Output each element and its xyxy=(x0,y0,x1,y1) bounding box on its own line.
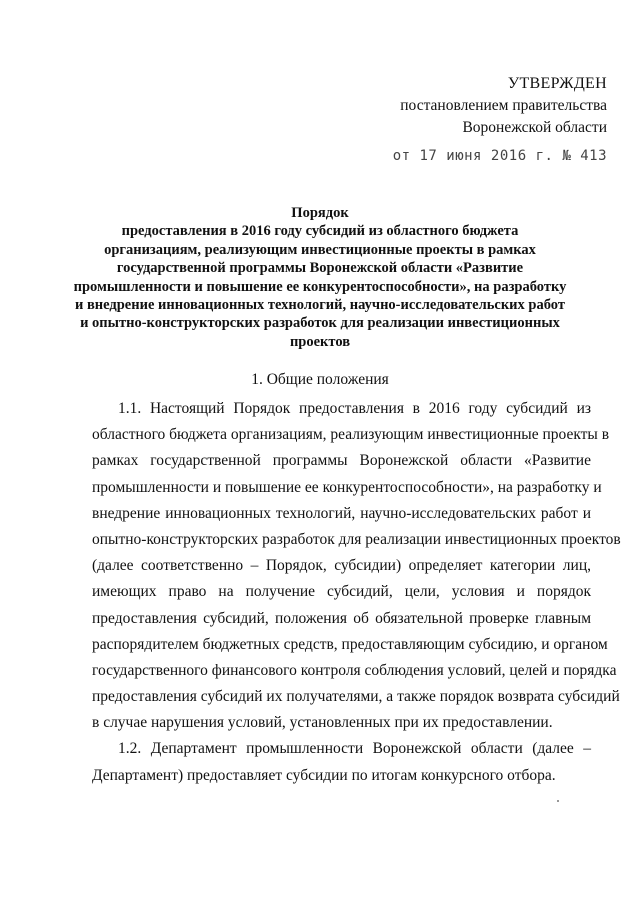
document-body xyxy=(92,396,621,789)
paragraph-1-1 xyxy=(92,396,621,736)
section-heading: 1. Общие положения xyxy=(251,371,389,388)
paragraph-1-2 xyxy=(92,736,591,788)
paragraph-line: имеющих право на получение субсидий, цели, условия и порядок xyxy=(92,583,591,601)
paragraph-line: рамках государственной программы Воронежской области «Развитие xyxy=(92,452,591,470)
paragraph-line: Департамент) предоставляет субсидии по итогам конкурсного отбора. xyxy=(92,766,556,784)
title-line: и опытно-конструкторских разработок для реализации инвестиционных xyxy=(80,315,560,332)
approval-region-line: Воронежской области xyxy=(462,119,607,136)
paragraph-line: 1.2. Департамент промышленности Воронежской области (далее – xyxy=(118,740,591,758)
approval-date-number: от 17 июня 2016 г. № 413 xyxy=(392,148,607,164)
paragraph-line: промышленности и повышение ее конкурентоспособности», на разработку и xyxy=(92,478,602,496)
document-title xyxy=(70,204,570,351)
approval-title: УТВЕРЖДЕН xyxy=(507,75,607,92)
approval-stamp xyxy=(393,73,607,167)
scan-speck xyxy=(557,800,559,802)
title-line: проектов xyxy=(289,333,351,350)
paragraph-line: внедрение инновационных технологий, научно-исследовательских работ и xyxy=(92,504,591,522)
paragraph-line: предоставления субсидий, положения об обязательной проверке главным xyxy=(92,609,591,627)
paragraph-line: предоставления субсидий их получателями, а также порядок возврата субсидий xyxy=(92,688,620,706)
paragraph-line: государственного финансового контроля соблюдения условий, целей и порядка xyxy=(92,661,617,679)
title-line: и внедрение инновационных технологий, научно-исследовательских работ xyxy=(75,297,565,314)
title-line: Порядок xyxy=(291,205,349,221)
paragraph-line: (далее соответственно – Порядок, субсидии) определяет категории лиц, xyxy=(92,557,591,575)
paragraph-line: распорядителем бюджетных средств, предоставляющим субсидию, и органом xyxy=(92,635,608,653)
title-line: промышленности и повышение ее конкурентоспособности», на разработку xyxy=(73,278,567,295)
title-line: предоставления в 2016 году субсидий из областного бюджета xyxy=(121,223,519,240)
paragraph-line: в случае нарушения условий, установленных при их предоставлении. xyxy=(92,714,553,732)
paragraph-line: областного бюджета организациям, реализующим инвестиционные проекты в xyxy=(92,426,610,444)
title-line: государственной программы Воронежской области «Развитие xyxy=(116,260,524,277)
title-line: организациям, реализующим инвестиционные проекты в рамках xyxy=(104,241,536,258)
paragraph-line: опытно-конструкторских разработок для реализации инвестиционных проектов xyxy=(92,530,621,548)
approval-authority-line: постановлением правительства xyxy=(400,97,607,114)
paragraph-line: 1.1. Настоящий Порядок предоставления в 2016 году субсидий из xyxy=(118,400,591,417)
